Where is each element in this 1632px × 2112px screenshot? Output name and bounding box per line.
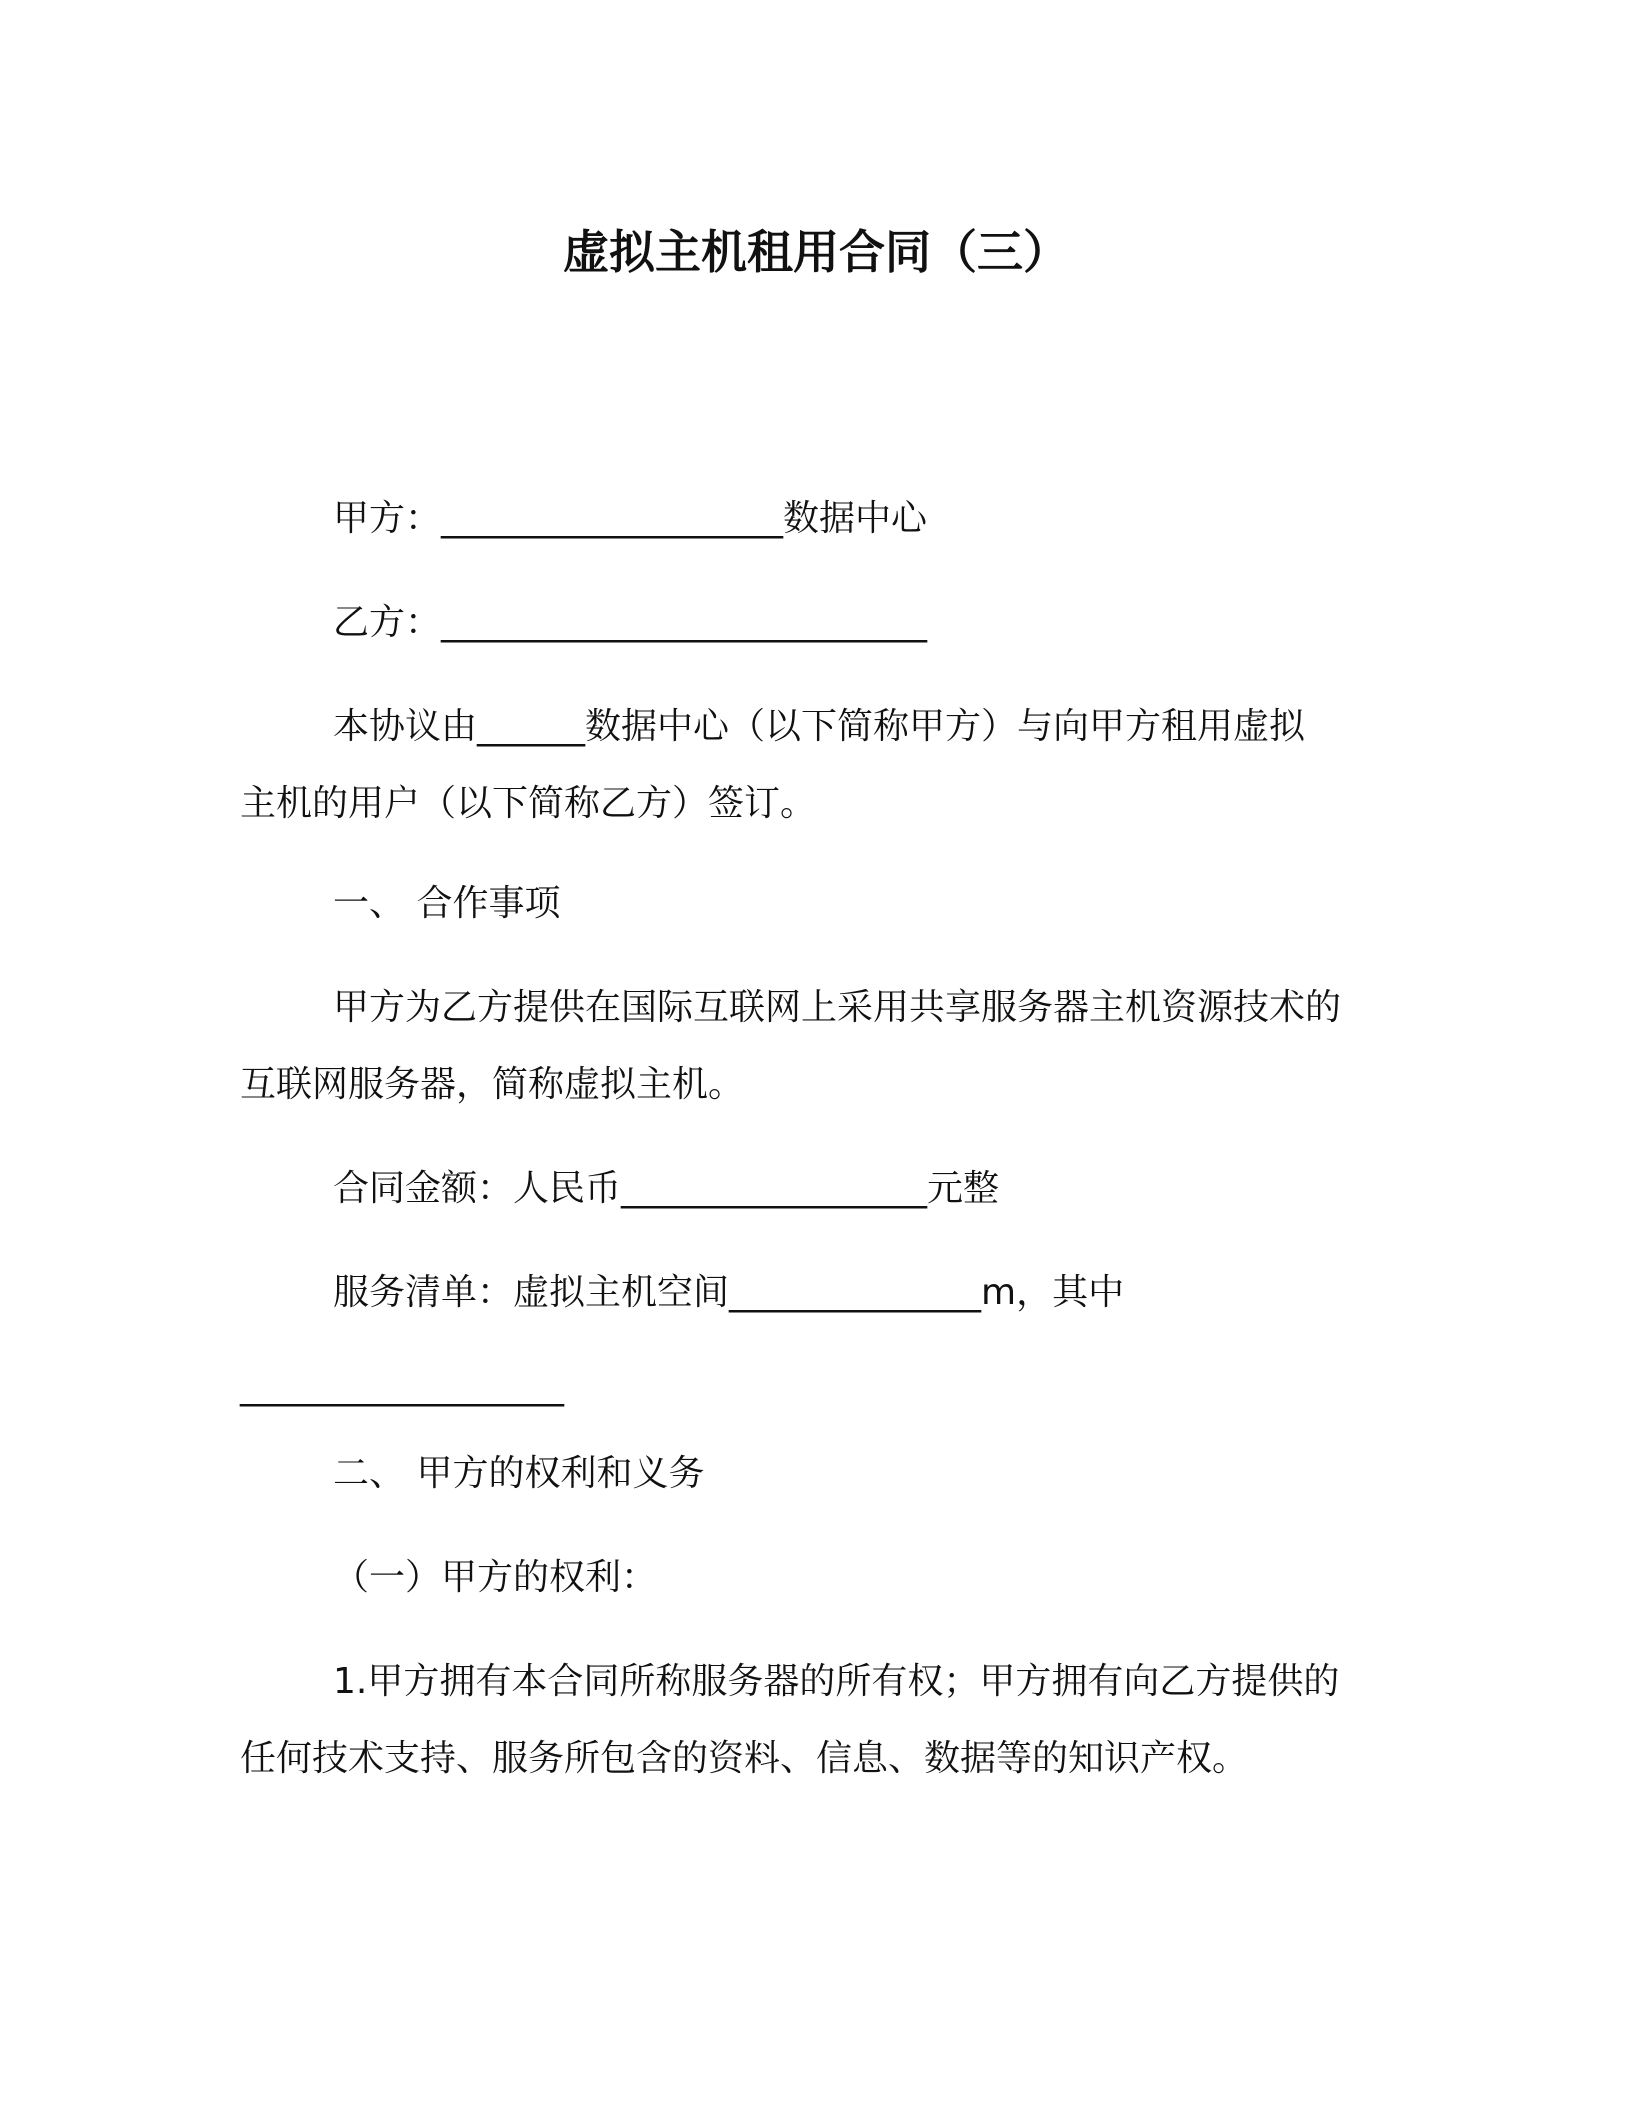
intro-line-2: 主机的用户（以下简称乙方）签订。 (240, 783, 817, 824)
section-2-sub-heading: （一）甲方的权利： (333, 1557, 658, 1598)
service-list-label: 服务清单：虚拟主机空间 (333, 1272, 730, 1313)
section-1-para-line-1: 甲方为乙方提供在国际互联网上采用共享服务器主机资源技术的 (333, 987, 1342, 1028)
intro-blank: ______ (477, 706, 586, 747)
party-b-blank: ___________________________ (441, 602, 928, 643)
document-title: 虚拟主机租用合同（三） (563, 225, 1069, 279)
party-a-suffix: 数据中心 (783, 498, 928, 539)
section-2-item-1-line-1: 1.甲方拥有本合同所称服务器的所有权；甲方拥有向乙方提供的 (333, 1661, 1340, 1702)
party-a-label: 甲方： (333, 498, 442, 539)
section-2-heading: 二、 甲方的权利和义务 (333, 1453, 705, 1494)
service-list-line (333, 1269, 1124, 1317)
party-b-label: 乙方： (333, 602, 442, 643)
section-1-heading: 一、 合作事项 (333, 883, 561, 924)
party-b-line (333, 599, 927, 647)
intro-prefix: 本协议由 (333, 706, 478, 747)
service-list-blank-2: __________________ (240, 1366, 564, 1407)
service-list-blank: ______________ (729, 1272, 982, 1313)
party-a-line (333, 495, 927, 543)
party-a-blank: ___________________ (441, 498, 784, 539)
contract-amount-blank: _________________ (621, 1168, 928, 1209)
section-2-item-1-line-2: 任何技术支持、服务所包含的资料、信息、数据等的知识产权。 (240, 1738, 1249, 1779)
intro-rest: 数据中心（以下简称甲方）与向甲方租用虚拟 (585, 706, 1306, 747)
service-list-suffix: m，其中 (981, 1272, 1125, 1313)
contract-amount-line (333, 1165, 999, 1213)
intro-line-1 (333, 703, 1305, 751)
contract-amount-label: 合同金额：人民币 (333, 1168, 622, 1209)
section-1-para-line-2: 互联网服务器，简称虚拟主机。 (240, 1064, 745, 1105)
contract-amount-suffix: 元整 (927, 1168, 1000, 1209)
